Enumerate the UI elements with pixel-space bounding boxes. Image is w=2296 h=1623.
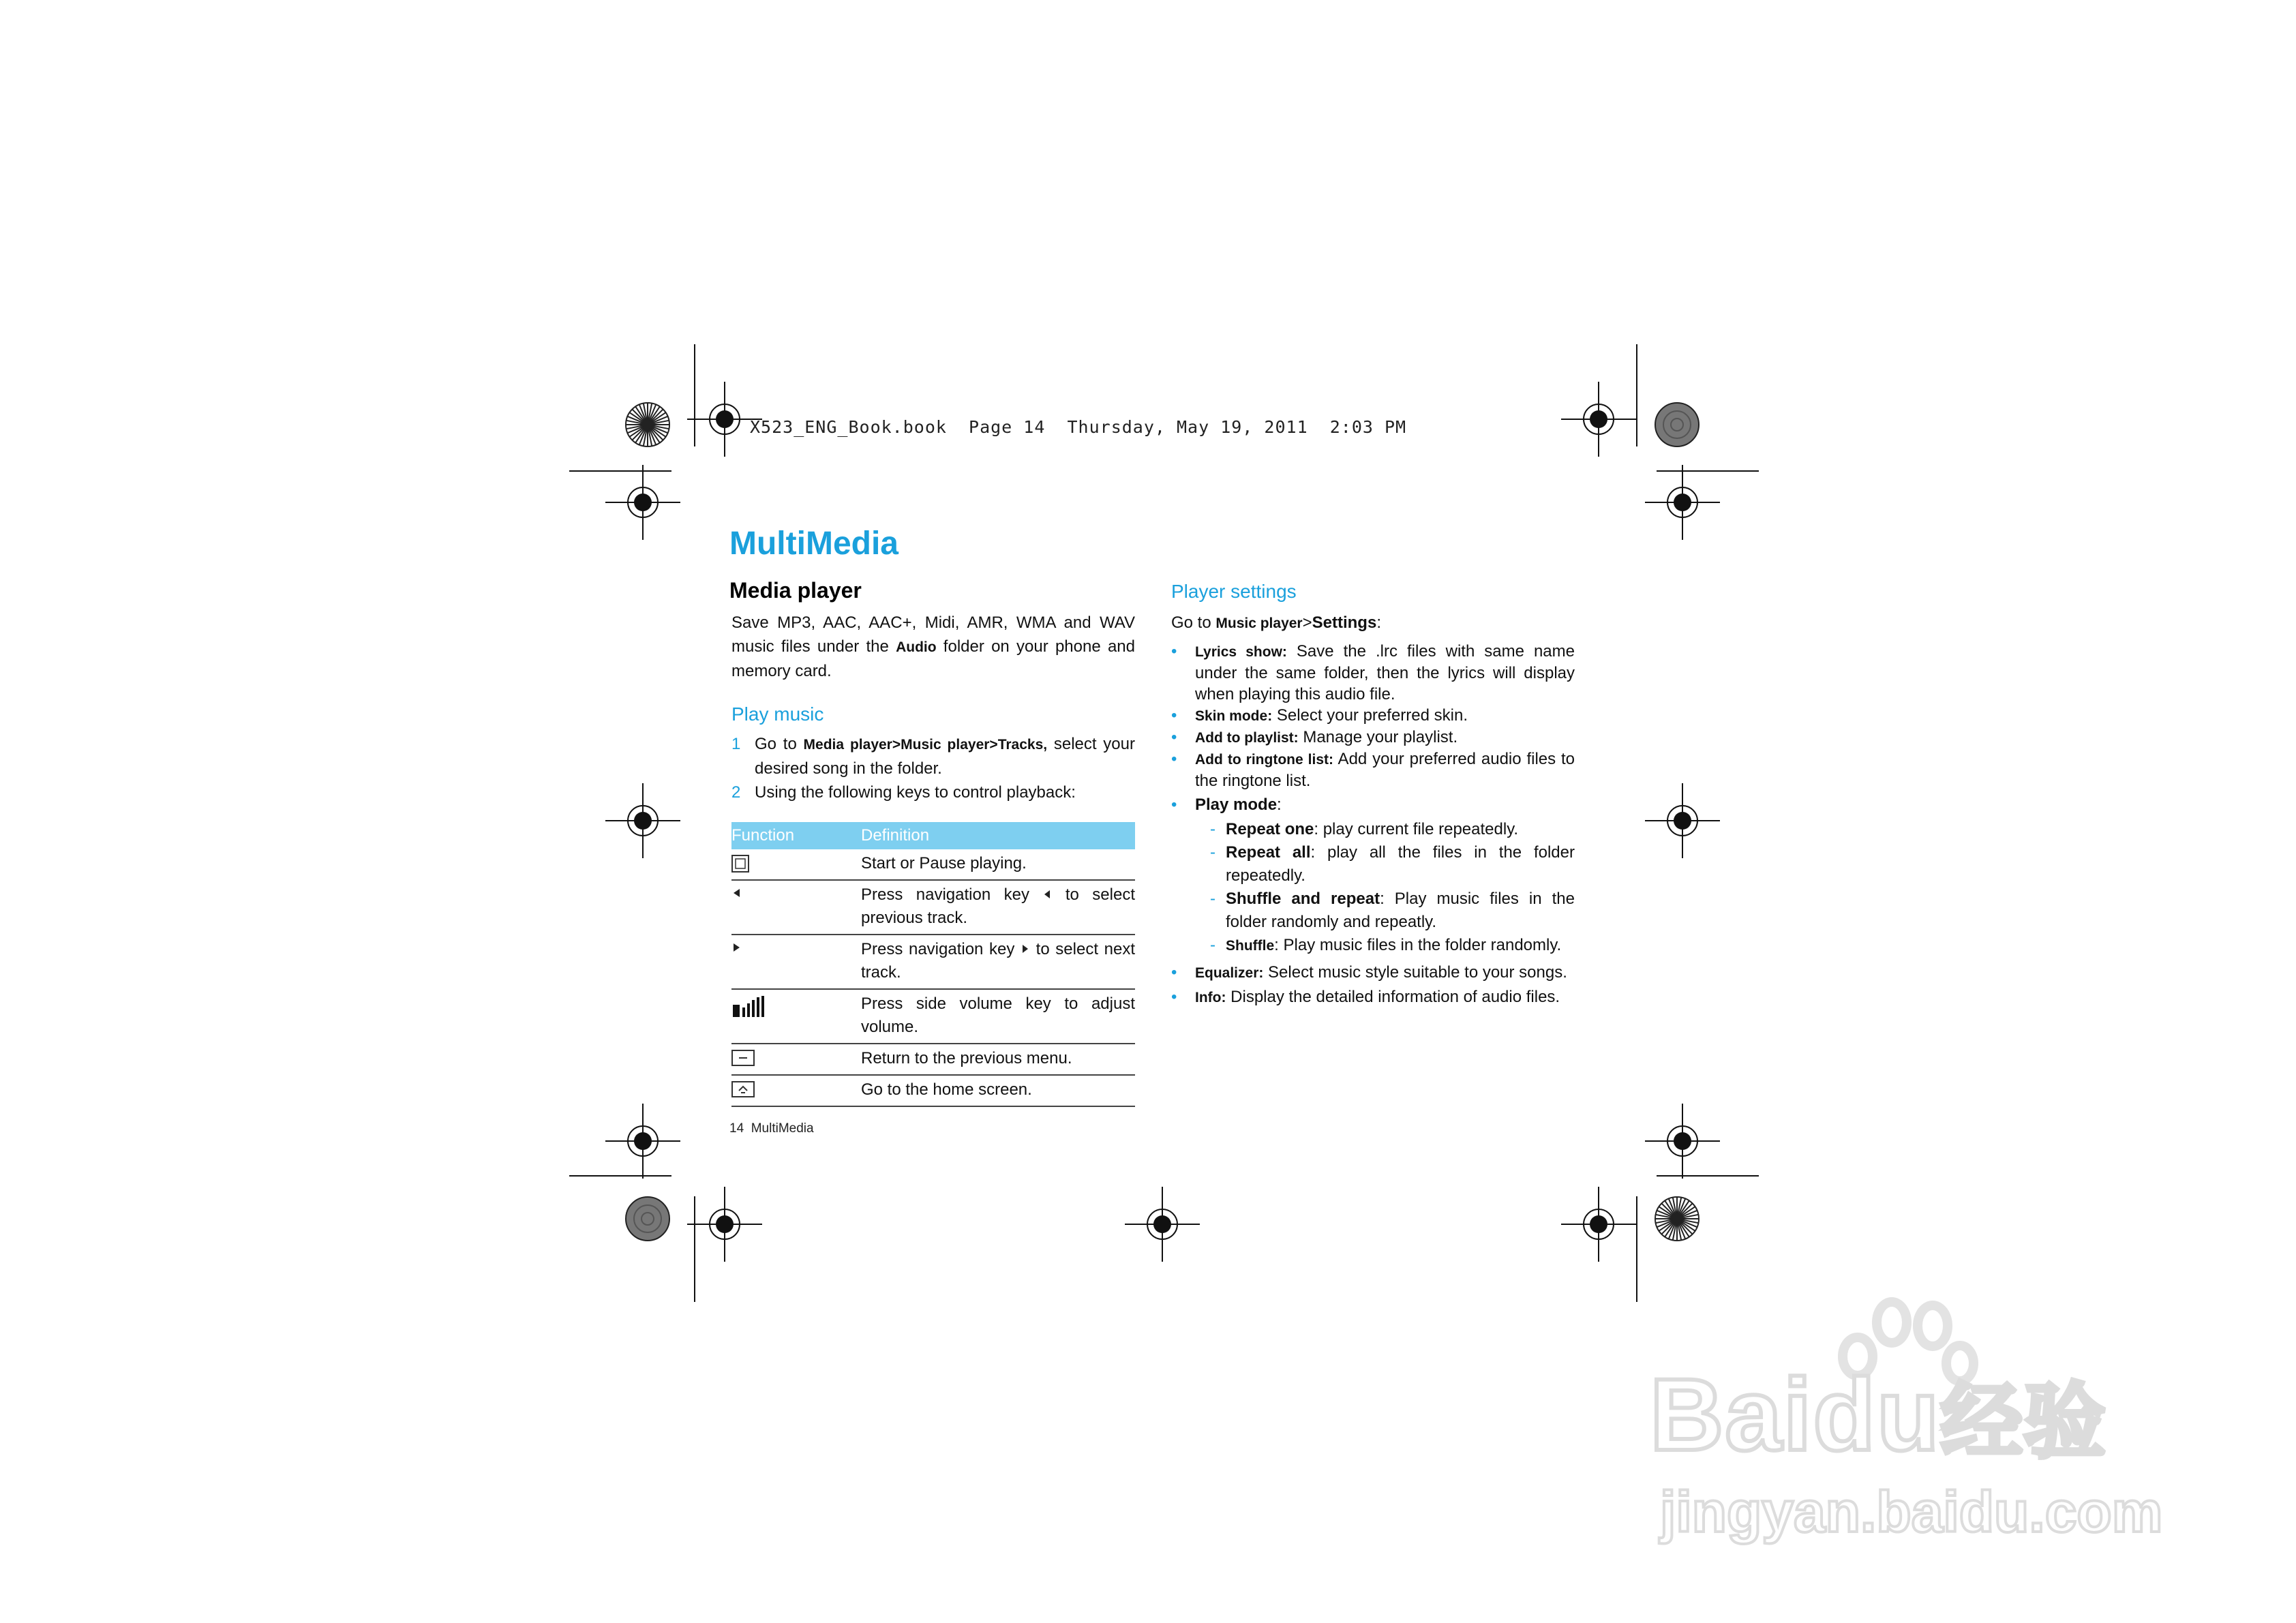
playback-keys-table — [731, 822, 1135, 1107]
page-title: MultiMedia — [729, 526, 898, 562]
step-number: 2 — [731, 783, 741, 802]
list-item — [1171, 705, 1575, 727]
column-header-definition: Definition — [861, 822, 1135, 849]
item-text: : Play music files in the folder randomly. — [1274, 936, 1562, 954]
definition-text: Press navigation key — [861, 885, 1043, 904]
item-text: : Play music files in the folder randomly and repeatly. — [1226, 890, 1575, 931]
intro-paragraph — [731, 611, 1135, 683]
item-text: Select music style suitable to your songs. — [1263, 963, 1567, 982]
left-arrow-icon — [731, 886, 741, 900]
item-text: Display the detailed information of audio files. — [1226, 988, 1560, 1006]
item-bold: Info: — [1195, 990, 1226, 1005]
definition-text: to select previous track. — [861, 885, 1135, 927]
table-row — [731, 849, 1135, 880]
watermark-brand-text: Baidu — [1650, 1357, 1941, 1472]
list-item — [1195, 841, 1575, 888]
list-item — [1195, 818, 1575, 841]
bullet-icon: • — [1171, 795, 1177, 814]
list-item — [1195, 888, 1575, 934]
item-text: Save the .lrc files with same name under the same folder, then the lyrics will display when playing this audio file. — [1195, 642, 1575, 703]
page-number: 14 — [729, 1121, 744, 1136]
item-bold: Shuffle — [1226, 938, 1275, 954]
item-text: : play current file repeatedly. — [1314, 820, 1519, 838]
item-bold: Add to ringtone list: — [1195, 752, 1334, 768]
table-row — [731, 1044, 1135, 1075]
step-suffix: select your desired song in the folder. — [755, 735, 1135, 778]
table-cell — [861, 880, 1135, 935]
bullet-icon: • — [1171, 750, 1177, 768]
intro-text: Save MP3, AAC, AAC+, Midi, AMR, WMA and WAV music files under the — [731, 613, 1135, 656]
bullet-icon: • — [1171, 988, 1177, 1006]
list-item — [1171, 748, 1575, 791]
table-row — [731, 989, 1135, 1044]
step-text: Using the following keys to control playback: — [755, 783, 1076, 802]
section-heading-media-player: Media player — [729, 578, 862, 603]
list-item — [1171, 986, 1575, 1008]
step-prefix: Go to — [755, 735, 804, 753]
dash-icon: - — [1210, 890, 1215, 908]
square-key-icon — [731, 855, 749, 873]
item-bold: Repeat one — [1226, 820, 1314, 838]
intro-text-end: folder on your phone and memory card. — [731, 637, 1135, 680]
item-text: Manage your playlist. — [1298, 728, 1458, 746]
item-text: : — [1277, 795, 1282, 814]
item-text: Add your preferred audio files to the ringtone list. — [1195, 750, 1575, 790]
goto-bold: Music player — [1215, 616, 1303, 631]
footer-section: MultiMedia — [751, 1121, 814, 1136]
bullet-icon: • — [1171, 706, 1177, 725]
column-header-function: Function — [731, 822, 861, 849]
dash-icon: - — [1210, 936, 1215, 954]
table-cell: Go to the home screen. — [861, 1075, 1135, 1106]
table-row — [731, 1075, 1135, 1106]
steps-list — [731, 732, 1135, 804]
page-footer — [729, 1121, 814, 1136]
back-key-icon — [731, 1050, 755, 1066]
step-number: 1 — [731, 735, 741, 753]
item-bold: Skin mode: — [1195, 708, 1273, 724]
table-cell: Return to the previous menu. — [861, 1044, 1135, 1075]
play-mode-list — [1195, 818, 1575, 958]
item-text: Select your preferred skin. — [1272, 706, 1468, 725]
definition-text: Press navigation key — [861, 940, 1021, 958]
subheading-player-settings: Player settings — [1171, 581, 1297, 602]
bullet-icon: • — [1171, 728, 1177, 746]
right-arrow-icon — [731, 941, 741, 954]
table-header-row — [731, 822, 1135, 849]
step-1 — [731, 732, 1135, 780]
list-item — [1171, 794, 1575, 958]
right-arrow-icon — [1021, 943, 1030, 954]
item-bold: Lyrics show: — [1195, 644, 1287, 660]
watermark-brand — [1650, 1357, 2107, 1472]
list-item — [1171, 962, 1575, 984]
table-cell: Press side volume key to adjust volume. — [861, 989, 1135, 1044]
watermark-chinese-text: 经验 — [1940, 1376, 2107, 1468]
dash-icon: - — [1210, 843, 1215, 862]
goto-suffix: : — [1376, 613, 1381, 632]
baidu-watermark — [1650, 1295, 2209, 1568]
volume-icon — [731, 995, 766, 1018]
goto-instruction — [1171, 611, 1575, 635]
item-bold: Shuffle and repeat — [1226, 890, 1380, 908]
table-cell — [861, 935, 1135, 989]
watermark-url: jingyan.baidu.com — [1660, 1480, 2163, 1544]
list-item — [1171, 641, 1575, 705]
list-item — [1195, 934, 1575, 958]
goto-prefix: Go to — [1171, 613, 1216, 632]
left-arrow-icon — [1042, 889, 1052, 900]
bullet-icon: • — [1171, 963, 1177, 982]
print-header: X523_ENG_Book.book Page 14 Thursday, May 19, 2011 2:03 PM — [750, 417, 1407, 437]
table-cell: Start or Pause playing. — [861, 849, 1135, 880]
item-bold: Repeat all — [1226, 843, 1311, 862]
home-key-icon — [731, 1081, 755, 1097]
item-bold: Add to playlist: — [1195, 730, 1299, 746]
list-item — [1171, 727, 1575, 748]
intro-bold: Audio — [896, 639, 937, 655]
step-2 — [731, 780, 1135, 804]
step-text — [755, 732, 1135, 780]
item-bold: Equalizer: — [1195, 965, 1264, 981]
settings-list — [1171, 641, 1575, 1008]
subheading-play-music: Play music — [731, 703, 824, 725]
dash-icon: - — [1210, 820, 1215, 838]
step-bold: Media player>Music player>Tracks, — [803, 737, 1048, 753]
goto-bold: Settings — [1312, 613, 1377, 632]
goto-separator: > — [1302, 613, 1312, 632]
definition-text: to select next track. — [861, 940, 1135, 982]
item-text: : play all the files in the folder repeatedly. — [1226, 843, 1575, 885]
bullet-icon: • — [1171, 642, 1177, 661]
table-row — [731, 880, 1135, 935]
table-row — [731, 935, 1135, 989]
item-bold: Play mode — [1195, 795, 1278, 814]
